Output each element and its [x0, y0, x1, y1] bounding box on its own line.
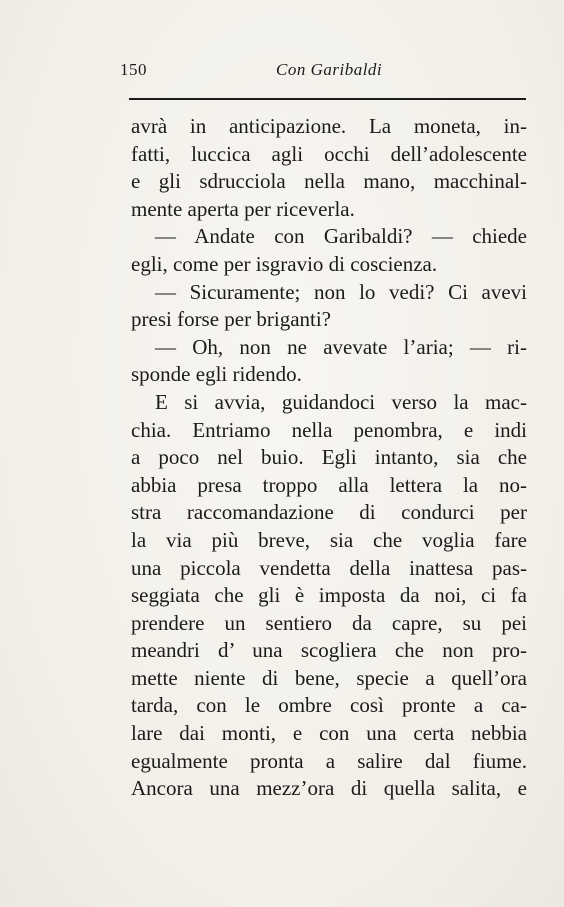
text-line: egli, come per isgravio di coscienza.: [131, 251, 438, 276]
page-header: [120, 60, 528, 88]
text-line: prendere un sentiero da capre, su pei: [131, 610, 527, 635]
text-line: — Oh, non ne avevate l’aria; — ri-: [155, 334, 527, 359]
text-line: sponde egli ridendo.: [131, 362, 302, 387]
text-line: chia. Entriamo nella penombra, e indi: [131, 417, 527, 442]
text-line: una piccola vendetta della inattesa pas-: [131, 555, 527, 580]
text-line: — Sicuramente; non lo vedi? Ci avevi: [155, 279, 527, 304]
body-text: [131, 113, 527, 803]
page-number: 150: [120, 60, 147, 79]
text-line: mente aperta per riceverla.: [131, 196, 355, 221]
text-line: stra raccomandazione di condurci per: [131, 500, 527, 525]
running-title: Con Garibaldi: [276, 60, 383, 79]
text-line: — Andate con Garibaldi? — chiede: [155, 224, 527, 249]
text-line: seggiata che gli è imposta da noi, ci fa: [131, 583, 527, 608]
text-line: meandri d’ una scogliera che non pro-: [131, 638, 527, 663]
text-line: e gli sdrucciola nella mano, macchinal-: [131, 169, 527, 194]
header-rule: [129, 98, 526, 100]
text-line: fatti, luccica agli occhi dell’adolescente: [131, 141, 527, 166]
text-line: avrà in anticipazione. La moneta, in-: [131, 114, 527, 138]
text-line: E si avvia, guidandoci verso la mac-: [155, 389, 527, 414]
text-line: a poco nel buio. Egli intanto, sia che: [131, 445, 527, 470]
text-line: mette niente di bene, specie a quell’ora: [131, 665, 527, 690]
text-line: abbia presa troppo alla lettera la no-: [131, 472, 527, 497]
text-line: presi forse per briganti?: [131, 307, 332, 332]
text-line: tarda, con le ombre così pronte a ca-: [131, 693, 527, 718]
text-line: Ancora una mezz’ora di quella salita, e: [131, 776, 527, 801]
text-line: lare dai monti, e con una certa nebbia: [131, 721, 527, 746]
text-line: egualmente pronta a salire dal fiume.: [131, 748, 527, 773]
text-line: la via più breve, sia che voglia fare: [131, 527, 527, 552]
